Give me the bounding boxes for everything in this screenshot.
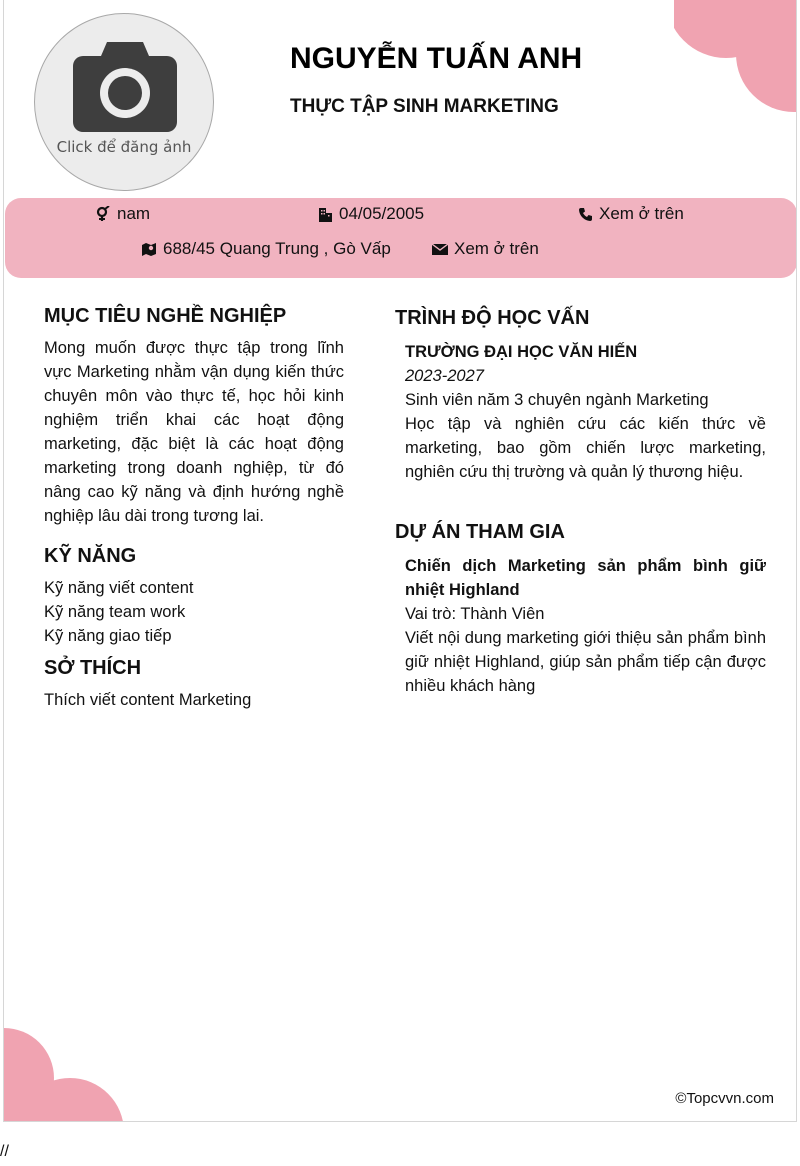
- map-icon: [141, 242, 157, 257]
- skill-item: Kỹ năng team work: [44, 603, 186, 621]
- trailing-text: //: [0, 1143, 9, 1160]
- education-description: Học tập và nghiên cứu các kiến thức về marketing, bao gồm chiến lược marketing, nghiên cứu thị trường và quản lý thương hiệu.: [405, 415, 766, 481]
- project-name: Chiến dịch Marketing sản phẩm bình giữ nhiệt Highland: [405, 557, 766, 599]
- gender-value: nam: [117, 204, 151, 223]
- full-name: NGUYỄN TUẤN ANH: [290, 42, 583, 75]
- decorative-cloud-top-right: [674, 0, 797, 112]
- envelope-icon: [432, 243, 448, 255]
- education-major: Sinh viên năm 3 chuyên ngành Marketing: [405, 391, 709, 409]
- education-title: TRÌNH ĐỘ HỌC VẤN: [395, 307, 590, 329]
- contact-birthdate: [317, 204, 424, 224]
- project-description: Viết nội dung marketing giới thiệu sản phẩm bình giữ nhiệt Highland, giúp sản phẩm tiếp cận được nhiều khách hàng: [405, 629, 766, 695]
- phone-icon: [578, 207, 593, 222]
- objective-text: Mong muốn được thực tập trong lĩnh vực Marketing nhằm vận dụng kiến thức chuyên môn vào thực tế, học hỏi kinh nghiệm triển khai các hoạt động marketing, đặc biệt là các hoạt động marketing trong doanh nghiệp, từ đó nâng cao kỹ năng và định hướng nghề nghiệp lâu dài trong tương lai.: [44, 339, 344, 525]
- school-name: TRƯỜNG ĐẠI HỌC VĂN HIẾN: [405, 343, 638, 361]
- address-value: 688/45 Quang Trung , Gò Vấp: [163, 239, 391, 258]
- skills-title: KỸ NĂNG: [44, 545, 137, 567]
- gender-icon: [96, 206, 111, 222]
- birthdate-value: 04/05/2005: [339, 204, 425, 223]
- job-title: THỰC TẬP SINH MARKETING: [290, 96, 559, 117]
- contact-phone: [578, 204, 684, 224]
- objective-title: MỤC TIÊU NGHỀ NGHIỆP: [44, 305, 287, 327]
- hobbies-title: SỞ THÍCH: [44, 657, 142, 679]
- contact-gender: [96, 204, 150, 224]
- copyright-text: ©Topcvvn.com: [675, 1090, 774, 1107]
- projects-title: DỰ ÁN THAM GIA: [395, 521, 565, 543]
- contact-address: [141, 239, 391, 259]
- building-icon: [317, 207, 333, 222]
- cv-page: [3, 0, 797, 1122]
- project-role: Vai trò: Thành Viên: [405, 605, 545, 623]
- phone-value: Xem ở trên: [599, 204, 684, 223]
- photo-upload-label: Click để đăng ảnh: [56, 138, 192, 156]
- decorative-cloud-bottom-left: [4, 1028, 124, 1122]
- hobby-text: Thích viết content Marketing: [44, 691, 252, 709]
- contact-email: [432, 239, 539, 259]
- camera-icon: [71, 40, 179, 134]
- avatar-upload[interactable]: [34, 13, 214, 191]
- education-period: 2023-2027: [405, 367, 484, 385]
- email-value: Xem ở trên: [454, 239, 539, 258]
- skill-item: Kỹ năng giao tiếp: [44, 627, 172, 645]
- skill-item: Kỹ năng viết content: [44, 579, 194, 597]
